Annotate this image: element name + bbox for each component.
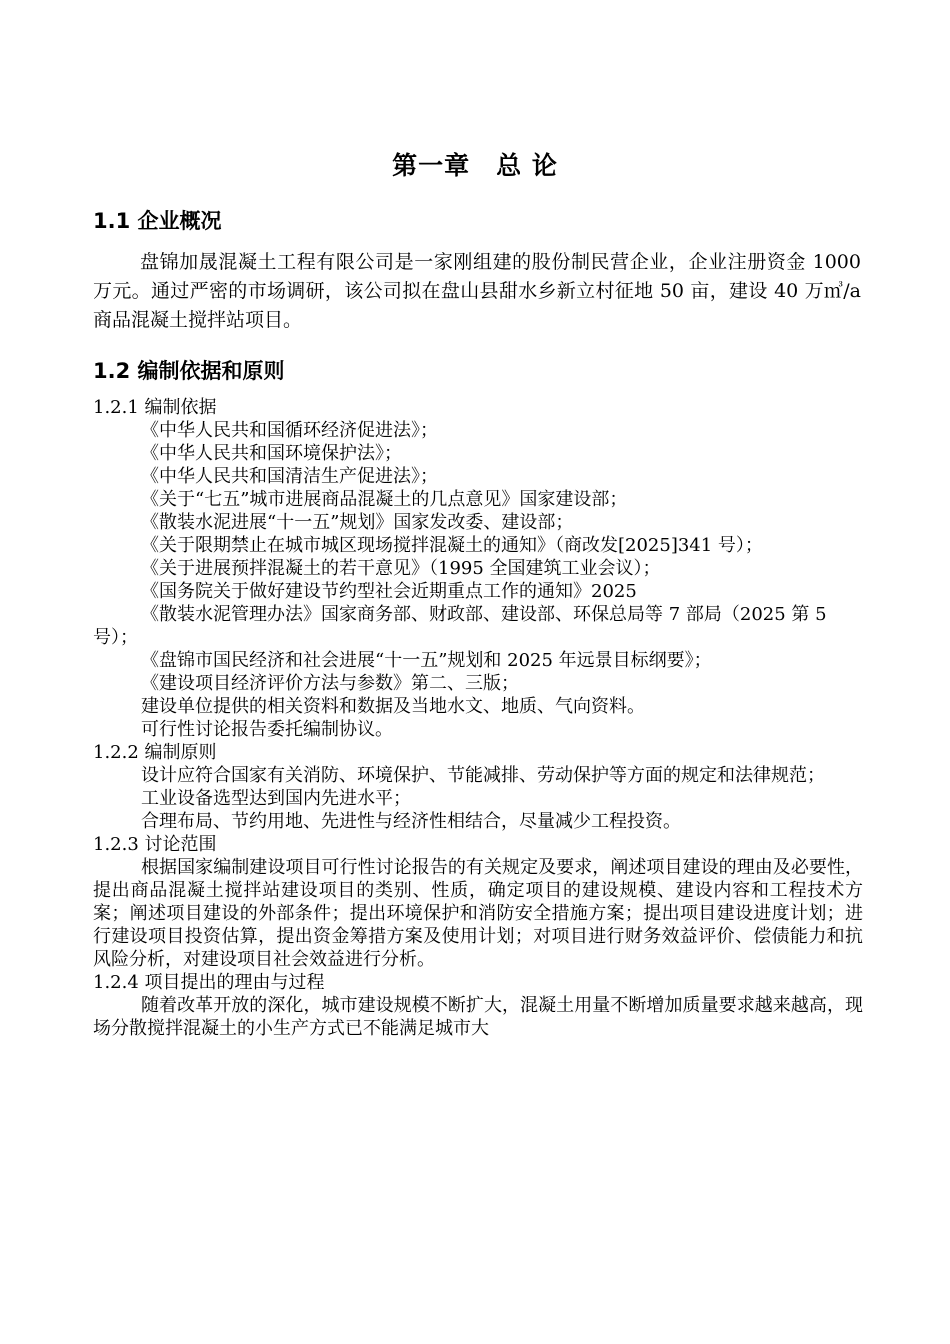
reason-paragraph: 随着改革开放的深化，城市建设规模不断扩大，混凝土用量不断增加质量要求越来越高，现场分散搅拌混凝土的小生产方式已不能满足城市大 [93,995,863,1039]
basis-item: 《国务院关于做好建设节约型社会近期重点工作的通知》2025 [141,581,637,602]
subsection-title-1-2-2: 1.2.2 编制原则 [93,742,217,763]
basis-item: 《盘锦市国民经济和社会进展“十一五”规划和 2025 年远景目标纲要》； [141,650,712,671]
chapter-title: 第一章 总 论 [392,151,558,180]
section-1-2-body [93,396,863,1040]
subsection-title-1-2-1: 1.2.1 编制依据 [93,397,217,418]
section-heading-1-1: 1.1 企业概况 [93,209,222,233]
section-1-1-paragraph: 盘锦加晟混凝土工程有限公司是一家刚组建的股份制民营企业，企业注册资金 1000 万元。通过严密的市场调研，该公司拟在盘山县甜水乡新立村征地 50 亩，建设 40 万㎥/a 商品混凝土搅拌站项目。 [93,251,861,331]
basis-item: 《中华人民共和国清洁生产促进法》； [141,466,438,487]
section-heading-1-2: 1.2 编制依据和原则 [93,359,285,383]
basis-item: 《关于进展预拌混凝土的若干意见》（1995 全国建筑工业会议）； [141,558,661,579]
basis-item: 《中华人民共和国循环经济促进法》； [141,420,438,441]
basis-item: 《建设项目经济评价方法与参数》第二、三版； [141,673,519,694]
subsection-title-1-2-4: 1.2.4 项目提出的理由与过程 [93,972,325,993]
basis-item: 建设单位提供的相关资料和数据及当地水文、地质、气向资料。 [141,696,645,717]
basis-item: 可行性讨论报告委托编制协议。 [141,719,393,740]
subsection-title-1-2-3: 1.2.3 讨论范围 [93,834,217,855]
basis-item: 《关于“七五”城市进展商品混凝土的几点意见》国家建设部； [141,489,628,510]
principle-item: 工业设备选型达到国内先进水平； [141,788,411,809]
basis-item: 《中华人民共和国环境保护法》； [141,443,402,464]
basis-item: 《散装水泥进展“十一五”规划》国家发改委、建设部； [141,512,574,533]
basis-item: 《散装水泥管理办法》国家商务部、财政部、建设部、环保总局等 7 部局（2025 第 5 号）； [93,604,827,648]
principle-item: 合理布局、节约用地、先进性与经济性相结合，尽量减少工程投资。 [141,811,681,832]
principle-item: 设计应符合国家有关消防、环境保护、节能减排、劳动保护等方面的规定和法律规范； [141,765,825,786]
scope-paragraph: 根据国家编制建设项目可行性讨论报告的有关规定及要求，阐述项目建设的理由及必要性，提出商品混凝土搅拌站建设项目的类别、性质，确定项目的建设规模、建设内容和工程技术方案；阐述项目建设的外部条件；提出环境保护和消防安全措施方案；提出项目建设进度计划；进行建设项目投资估算，提出资金筹措方案及使用计划；对项目进行财务效益评价、偿债能力和抗风险分析，对建设项目社会效益进行分析。 [93,857,863,970]
basis-item: 《关于限期禁止在城市城区现场搅拌混凝土的通知》（商改发[2025]341 号）； [141,535,763,556]
